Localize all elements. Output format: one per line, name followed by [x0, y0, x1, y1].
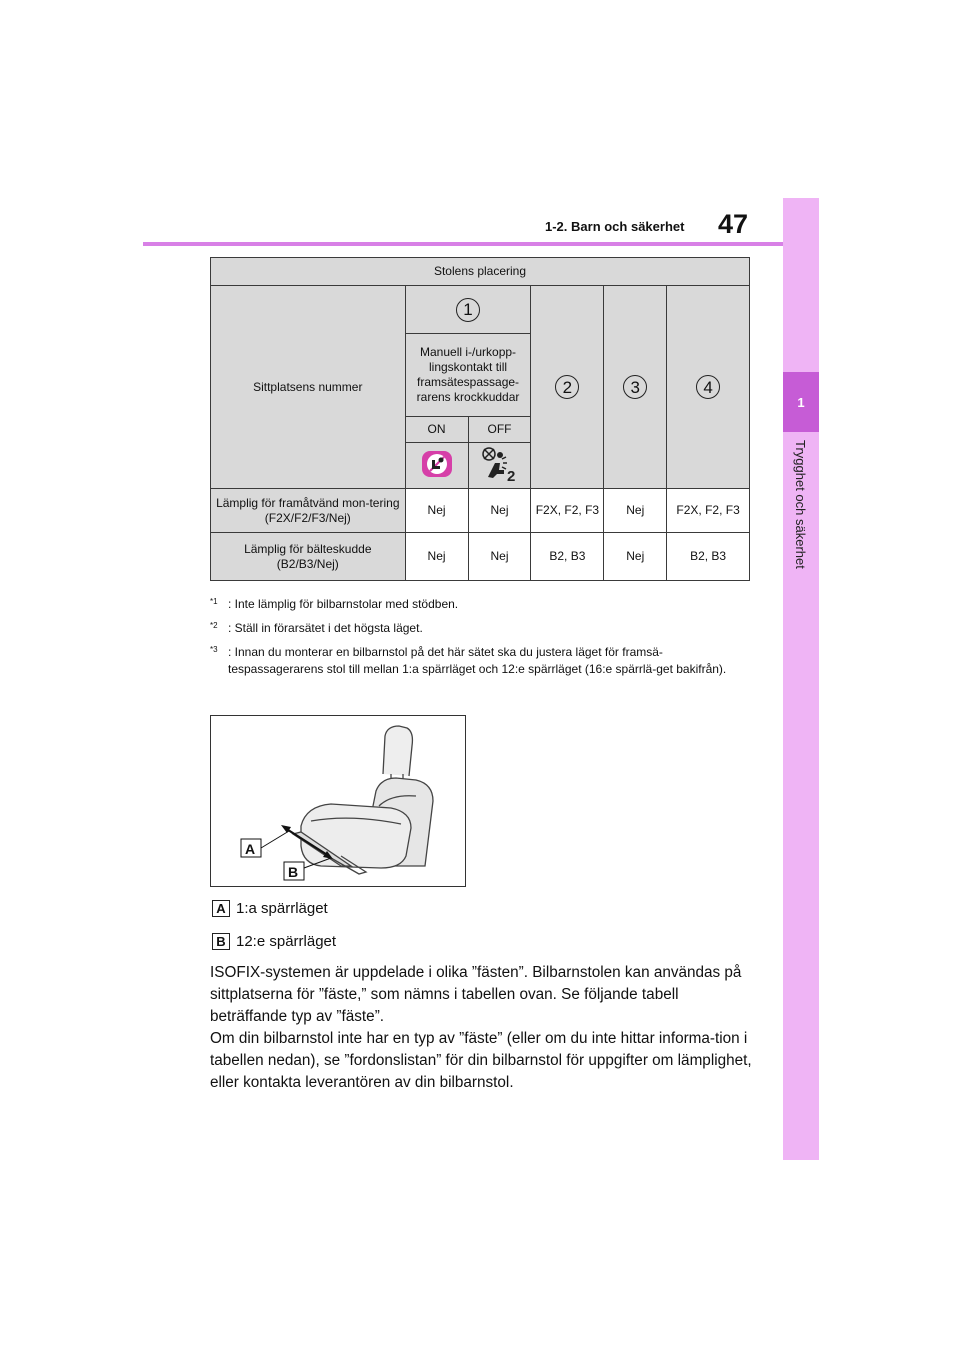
seating-position-table — [210, 257, 750, 581]
seat-2-header — [531, 286, 604, 489]
callout-b: B — [288, 864, 299, 880]
table-cell: F2X, F2, F3 — [531, 489, 604, 533]
table-cell: B2, B3 — [531, 533, 604, 581]
seat-number-3: 3 — [623, 375, 647, 399]
footnote — [210, 644, 750, 678]
table-cell: Nej — [604, 489, 667, 533]
seat-number-4: 4 — [696, 375, 720, 399]
section-title: 1-2. Barn och säkerhet — [545, 219, 685, 234]
svg-text:2: 2 — [506, 467, 515, 483]
footnotes — [210, 596, 750, 685]
footnote-text: : Ställ in förarsätet i det högsta läget. — [228, 621, 423, 635]
table-row — [211, 489, 750, 533]
table-row — [211, 533, 750, 581]
table-cell: Nej — [468, 489, 531, 533]
footnote-text: : Inte lämplig för bilbarnstolar med stödben. — [228, 597, 459, 611]
airbag-off-indicator-icon — [468, 443, 531, 489]
footnote-text: : Innan du monterar en bilbarnstol på det här sätet ska du justera läget för framsä-tespassagerarens stol till mellan 1:a spärrläget och 12:e spärrläget (16:e spärrlä-get bakifrån). — [228, 645, 727, 676]
table-top-header: Stolens placering — [211, 258, 750, 286]
seat-3-header — [604, 286, 667, 489]
footnote — [210, 620, 750, 637]
table-cell: Nej — [405, 533, 468, 581]
airbag-on-indicator-icon — [405, 443, 468, 489]
seat-illustration — [211, 716, 465, 886]
legend-item — [212, 933, 336, 950]
seat-number-2: 2 — [555, 375, 579, 399]
row-label-forward: Lämplig för framåtvänd mon-tering (F2X/F2/F3/Nej) — [211, 489, 406, 533]
footnote-mark: *1 — [210, 597, 218, 606]
footnote — [210, 596, 750, 613]
off-label: OFF — [468, 417, 531, 443]
legend-text: 1:a spärrläget — [236, 900, 328, 917]
table-cell: Nej — [405, 489, 468, 533]
table-cell: F2X, F2, F3 — [667, 489, 750, 533]
table-cell: B2, B3 — [667, 533, 750, 581]
seat-4-header — [667, 286, 750, 489]
paragraph: ISOFIX-systemen är uppdelade i olika ”fästen”. Bilbarnstolen kan användas på sittplatserna för ”fäste,” som nämns i tabellen ovan. Se följande tabell beträffande typ av ”fäste”. — [210, 964, 742, 1025]
on-label: ON — [405, 417, 468, 443]
table-cell: Nej — [604, 533, 667, 581]
seat-number-label: Sittplatsens nummer — [211, 286, 406, 489]
chapter-side-tab — [783, 198, 819, 1160]
chapter-number: 1 — [783, 372, 819, 432]
paragraph: Om din bilbarnstol inte har en typ av ”fäste” (eller om du inte hittar informa-tion i tabellen nedan), se ”fordonslistan” för din bilbarnstol för uppgifter om lämplighet, eller kontakta leverantören av din bilbarnstol. — [210, 1030, 752, 1091]
seat-number-1: 1 — [456, 298, 480, 322]
table-cell: Nej — [468, 533, 531, 581]
footnote-mark: *3 — [210, 645, 218, 654]
legend-key: B — [212, 933, 230, 950]
legend-text: 12:e spärrläget — [236, 933, 337, 950]
seat-1-header — [405, 286, 531, 334]
legend-key: A — [212, 900, 230, 917]
legend-item — [212, 900, 328, 917]
row-label-booster: Lämplig för bälteskudde (B2/B3/Nej) — [211, 533, 406, 581]
callout-a: A — [245, 841, 256, 857]
body-text — [210, 962, 755, 1094]
page-number: 47 — [718, 209, 749, 239]
header-rule — [143, 242, 783, 246]
airbag-switch-label: Manuell i-/urkopp-lingskontakt till framsätespassage-rarens krockkuddar — [405, 334, 531, 417]
chapter-title: Trygghet och säkerhet — [793, 440, 808, 569]
seat-adjustment-figure — [210, 715, 466, 887]
footnote-mark: *2 — [210, 621, 218, 630]
